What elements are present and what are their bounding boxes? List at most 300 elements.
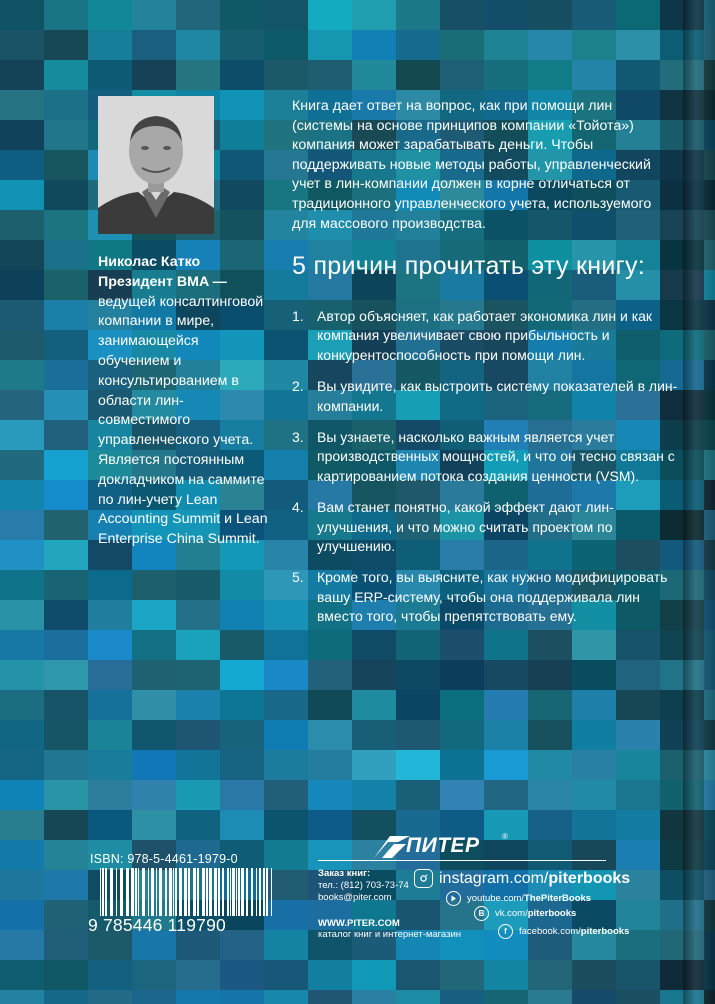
mosaic-tile <box>616 840 660 870</box>
youtube-icon <box>446 891 461 906</box>
mosaic-tile <box>396 30 440 60</box>
mosaic-tile <box>616 690 660 720</box>
facebook-icon: f <box>498 924 513 939</box>
mosaic-tile <box>264 960 308 990</box>
mosaic-tile <box>484 60 528 90</box>
mosaic-tile <box>440 960 484 990</box>
mosaic-tile <box>176 30 220 60</box>
order-phone: тел.: (812) 703-73-74 <box>318 880 409 891</box>
mosaic-tile <box>352 720 396 750</box>
mosaic-tile <box>440 690 484 720</box>
mosaic-tile <box>396 990 440 1004</box>
mosaic-tile <box>44 180 88 210</box>
mosaic-tile <box>176 720 220 750</box>
instagram-link <box>414 869 630 888</box>
mosaic-tile <box>264 0 308 30</box>
mosaic-tile <box>176 810 220 840</box>
mosaic-tile <box>0 240 44 270</box>
mosaic-tile <box>132 720 176 750</box>
mosaic-tile <box>616 810 660 840</box>
mosaic-tile <box>0 750 44 780</box>
barcode-bar <box>120 868 123 916</box>
mosaic-tile <box>220 690 264 720</box>
mosaic-tile <box>88 960 132 990</box>
mosaic-tile <box>220 180 264 210</box>
mosaic-tile <box>308 690 352 720</box>
mosaic-tile <box>264 990 308 1004</box>
mosaic-tile <box>352 690 396 720</box>
barcode-bar <box>159 868 162 916</box>
mosaic-tile <box>44 120 88 150</box>
barcode <box>88 868 276 920</box>
mosaic-tile <box>572 960 616 990</box>
barcode-bar <box>206 868 208 916</box>
mosaic-tile <box>0 210 44 240</box>
mosaic-tile <box>572 0 616 30</box>
mosaic-tile <box>352 30 396 60</box>
mosaic-tile <box>220 0 264 30</box>
vk-handle: piterbooks <box>527 908 577 919</box>
reasons-list <box>292 307 682 639</box>
mosaic-tile <box>440 750 484 780</box>
mosaic-tile <box>440 780 484 810</box>
barcode-bar <box>263 868 265 916</box>
mosaic-tile <box>44 810 88 840</box>
mosaic-tile <box>44 570 88 600</box>
mosaic-tile <box>132 0 176 30</box>
mosaic-tile <box>572 780 616 810</box>
mosaic-tile <box>572 810 616 840</box>
mosaic-tile <box>264 30 308 60</box>
mosaic-tile <box>396 720 440 750</box>
mosaic-tile <box>44 360 88 390</box>
isbn-label: ISBN: 978-5-4461-1979-0 <box>90 852 238 866</box>
vk-prefix: vk.com/ <box>495 908 528 919</box>
mosaic-tile <box>0 780 44 810</box>
barcode-bar <box>227 868 229 916</box>
mosaic-tile <box>572 660 616 690</box>
mosaic-tile <box>220 810 264 840</box>
mosaic-tile <box>176 570 220 600</box>
barcode-bar <box>102 868 104 916</box>
mosaic-tile <box>484 0 528 30</box>
barcode-bar <box>184 868 187 916</box>
mosaic-tile <box>132 30 176 60</box>
mosaic-tile <box>44 660 88 690</box>
mosaic-tile <box>220 660 264 690</box>
mosaic-tile <box>220 90 264 120</box>
logo-text: ПИТЕР <box>406 834 480 857</box>
barcode-bar <box>209 868 212 916</box>
mosaic-tile <box>132 960 176 990</box>
barcode-bar <box>131 868 134 916</box>
reason-item <box>292 377 682 416</box>
mosaic-tile <box>44 540 88 570</box>
mosaic-tile <box>484 990 528 1004</box>
barcode-bar <box>169 868 172 916</box>
mosaic-tile <box>44 780 88 810</box>
mosaic-tile <box>264 840 308 870</box>
mosaic-tile <box>396 690 440 720</box>
mosaic-tile <box>0 900 44 930</box>
mosaic-tile <box>176 60 220 90</box>
mosaic-tile <box>484 720 528 750</box>
barcode-bar <box>135 868 137 916</box>
mosaic-tile <box>440 60 484 90</box>
mosaic-tile <box>220 570 264 600</box>
mosaic-tile <box>616 780 660 810</box>
mosaic-tile <box>220 720 264 750</box>
barcode-bar <box>142 868 145 916</box>
mosaic-tile <box>572 60 616 90</box>
barcode-bar <box>214 868 217 916</box>
mosaic-tile <box>0 180 44 210</box>
barcode-bar <box>232 868 235 916</box>
author-name: Николас Катко <box>98 254 201 270</box>
mosaic-tile <box>308 660 352 690</box>
barcode-bar <box>188 868 190 916</box>
mosaic-tile <box>528 990 572 1004</box>
mosaic-tile <box>176 0 220 30</box>
reasons-heading: 5 причин прочитать эту книгу: <box>292 252 646 280</box>
mosaic-tile <box>308 0 352 30</box>
barcode-bar <box>197 868 199 916</box>
mosaic-tile <box>484 30 528 60</box>
mosaic-tile <box>0 270 44 300</box>
mosaic-tile <box>352 960 396 990</box>
barcode-block <box>88 868 276 935</box>
mosaic-tile <box>308 60 352 90</box>
mosaic-tile <box>352 0 396 30</box>
order-title: Заказ книг: <box>318 868 371 879</box>
mosaic-tile <box>616 30 660 60</box>
barcode-digits: 9 785446 119790 <box>88 915 226 935</box>
reason-text: Кроме того, вы выясните, как нужно модифицировать вашу ERP-систему, чтобы она поддерживала лин вместо того, чтобы препятствовать ему. <box>317 569 668 625</box>
mosaic-tile <box>352 990 396 1004</box>
mosaic-tile <box>132 600 176 630</box>
barcode-bar <box>241 868 244 916</box>
logo-registered-mark: ® <box>502 832 508 841</box>
mosaic-tile <box>44 30 88 60</box>
mosaic-tile <box>88 720 132 750</box>
mosaic-tile <box>396 750 440 780</box>
mosaic-tile <box>176 690 220 720</box>
barcode-bar <box>100 868 101 916</box>
mosaic-tile <box>396 780 440 810</box>
mosaic-tile <box>308 750 352 780</box>
mosaic-tile <box>0 630 44 660</box>
mosaic-tile <box>0 450 44 480</box>
mosaic-tile <box>44 510 88 540</box>
mosaic-tile <box>528 30 572 60</box>
mosaic-tile <box>0 300 44 330</box>
mosaic-tile <box>264 60 308 90</box>
mosaic-tile <box>88 60 132 90</box>
mosaic-tile <box>44 150 88 180</box>
barcode-bar <box>116 868 117 916</box>
mosaic-tile <box>44 210 88 240</box>
mosaic-tile <box>220 960 264 990</box>
mosaic-tile <box>132 60 176 90</box>
vk-icon: B <box>474 906 489 921</box>
mosaic-tile <box>220 150 264 180</box>
mosaic-tile <box>528 720 572 750</box>
mosaic-tile <box>132 630 176 660</box>
mosaic-tile <box>44 90 88 120</box>
mosaic-tile <box>220 210 264 240</box>
mosaic-tile <box>220 120 264 150</box>
youtube-handle: ThePiterBooks <box>524 893 592 904</box>
barcode-bar <box>173 868 174 916</box>
mosaic-tile <box>616 660 660 690</box>
barcode-bar <box>238 868 240 916</box>
mosaic-tile <box>88 600 132 630</box>
barcode-bar <box>259 868 261 916</box>
reason-number: 3. <box>292 429 304 446</box>
mosaic-tile <box>528 0 572 30</box>
mosaic-tile <box>0 90 44 120</box>
mosaic-tile <box>220 30 264 60</box>
mosaic-tile <box>308 30 352 60</box>
mosaic-tile <box>572 30 616 60</box>
mosaic-tile <box>0 990 44 1004</box>
mosaic-tile <box>132 810 176 840</box>
author-role: Президент BMA — <box>98 273 227 290</box>
mosaic-tile <box>44 390 88 420</box>
mosaic-tile <box>44 930 88 960</box>
barcode-bar <box>202 868 205 916</box>
mosaic-tile <box>44 300 88 330</box>
mosaic-tile <box>132 660 176 690</box>
reason-number: 2. <box>292 378 304 395</box>
mosaic-tile <box>0 390 44 420</box>
barcode-bar <box>251 868 253 916</box>
facebook-link <box>498 924 629 939</box>
mosaic-tile <box>44 870 88 900</box>
barcode-bar <box>230 868 231 916</box>
mosaic-tile <box>396 660 440 690</box>
mosaic-tile <box>0 30 44 60</box>
publisher-logo <box>372 832 522 862</box>
mosaic-tile <box>88 810 132 840</box>
logo-divider <box>318 860 606 861</box>
barcode-bar <box>175 868 177 916</box>
mosaic-tile <box>132 990 176 1004</box>
order-email: books@piter.com <box>318 892 392 903</box>
mosaic-tile <box>0 720 44 750</box>
barcode-bar <box>138 868 139 916</box>
mosaic-tile <box>44 450 88 480</box>
barcode-bar <box>236 868 237 916</box>
reason-text: Вы увидите, как выстроить систему показателей в лин-компании. <box>317 378 678 414</box>
mosaic-tile <box>88 690 132 720</box>
mosaic-tile <box>132 690 176 720</box>
instagram-icon <box>414 869 433 888</box>
mosaic-tile <box>396 60 440 90</box>
mosaic-tile <box>352 660 396 690</box>
mosaic-tile <box>572 720 616 750</box>
mosaic-tile <box>220 990 264 1004</box>
reason-text: Вам станет понятно, какой эффект дают лин-улучшения, и что можно считать проектом по улучшению. <box>317 499 614 555</box>
mosaic-tile <box>0 150 44 180</box>
mosaic-tile <box>132 780 176 810</box>
author-photo <box>98 96 214 234</box>
mosaic-tile <box>0 600 44 630</box>
mosaic-tile <box>44 630 88 660</box>
barcode-bar <box>126 868 129 916</box>
mosaic-tile <box>528 780 572 810</box>
mosaic-tile <box>0 690 44 720</box>
mosaic-tile <box>0 540 44 570</box>
book-intro: Книга дает ответ на вопрос, как при помощи лин (системы на основе принципов компании «Тойота») компания может зарабатывать деньги. Чтобы поддерживать новые методы работы, управленческий учет в лин-компании должен в корне отличаться от традиционного управленческого учета, используемого для массового производства. <box>292 98 652 232</box>
mosaic-tile <box>44 720 88 750</box>
mosaic-tile <box>44 750 88 780</box>
mosaic-tile <box>396 0 440 30</box>
catalog-text: каталог книг и интернет-магазин <box>318 929 462 940</box>
mosaic-tile <box>176 660 220 690</box>
mosaic-tile <box>44 900 88 930</box>
instagram-prefix: instagram.com/ <box>439 869 549 887</box>
mosaic-tile <box>220 60 264 90</box>
order-info <box>318 868 409 904</box>
mosaic-tile <box>220 630 264 660</box>
barcode-bar <box>222 868 224 916</box>
mosaic-tile <box>308 810 352 840</box>
facebook-prefix: facebook.com/ <box>519 926 581 937</box>
mosaic-tile <box>88 30 132 60</box>
barcode-bar <box>218 868 220 916</box>
mosaic-tile <box>264 750 308 780</box>
mosaic-tile <box>0 60 44 90</box>
mosaic-tile <box>528 750 572 780</box>
mosaic-tile <box>88 570 132 600</box>
mosaic-tile <box>528 810 572 840</box>
barcode-bar <box>266 868 268 916</box>
barcode-bar <box>156 868 157 916</box>
mosaic-tile <box>528 960 572 990</box>
mosaic-tile <box>220 750 264 780</box>
publisher-site <box>318 918 461 940</box>
barcode-bar <box>246 868 248 916</box>
mosaic-tile <box>44 420 88 450</box>
mosaic-tile <box>528 840 572 870</box>
mosaic-tile <box>264 720 308 750</box>
reason-item <box>292 568 682 626</box>
mosaic-tile <box>484 780 528 810</box>
mosaic-tile <box>352 780 396 810</box>
mosaic-tile <box>0 960 44 990</box>
reason-item <box>292 498 682 556</box>
mosaic-tile <box>88 750 132 780</box>
barcode-bar <box>148 868 149 916</box>
mosaic-tile <box>88 990 132 1004</box>
mosaic-tile <box>176 630 220 660</box>
mosaic-tile <box>308 720 352 750</box>
mosaic-tile <box>440 660 484 690</box>
mosaic-tile <box>132 750 176 780</box>
mosaic-tile <box>0 510 44 540</box>
reason-number: 5. <box>292 569 304 586</box>
reason-number: 4. <box>292 499 304 516</box>
barcode-bar <box>165 868 167 916</box>
mosaic-tile <box>440 30 484 60</box>
vk-link <box>474 906 576 921</box>
mosaic-tile <box>308 990 352 1004</box>
mosaic-tile <box>0 810 44 840</box>
mosaic-tile <box>264 780 308 810</box>
mosaic-tile <box>616 750 660 780</box>
mosaic-tile <box>132 570 176 600</box>
mosaic-tile <box>176 600 220 630</box>
mosaic-tile <box>572 690 616 720</box>
mosaic-tile <box>44 330 88 360</box>
mosaic-tile <box>44 60 88 90</box>
mosaic-tile <box>616 720 660 750</box>
mosaic-tile <box>264 810 308 840</box>
mosaic-tile <box>0 660 44 690</box>
mosaic-tile <box>0 330 44 360</box>
mosaic-tile <box>440 990 484 1004</box>
mosaic-tile <box>44 240 88 270</box>
mosaic-tile <box>308 840 352 870</box>
mosaic-tile <box>176 990 220 1004</box>
barcode-bar <box>193 868 196 916</box>
mosaic-tile <box>572 840 616 870</box>
website-link: WWW.PITER.COM <box>318 918 400 929</box>
mosaic-tile <box>0 930 44 960</box>
reason-number: 1. <box>292 308 304 324</box>
mosaic-tile <box>484 690 528 720</box>
mosaic-tile <box>0 480 44 510</box>
mosaic-tile <box>308 960 352 990</box>
reason-text: Автор объясняет, как работает экономика лин и как компания увеличивает свою прибыльность и конкурентоспособность при помощи лин. <box>317 308 653 363</box>
mosaic-tile <box>352 750 396 780</box>
mosaic-tile <box>440 0 484 30</box>
mosaic-tile <box>220 780 264 810</box>
mosaic-tile <box>264 690 308 720</box>
barcode-bar <box>110 868 113 916</box>
mosaic-tile <box>616 990 660 1004</box>
barcode-bar <box>256 868 257 916</box>
mosaic-tile <box>616 60 660 90</box>
mosaic-tile <box>528 60 572 90</box>
mosaic-tile <box>220 600 264 630</box>
mosaic-tile <box>0 840 44 870</box>
mosaic-tile <box>44 690 88 720</box>
youtube-link <box>446 891 591 906</box>
mosaic-tile <box>44 990 88 1004</box>
mosaic-tile <box>484 750 528 780</box>
mosaic-tile <box>88 660 132 690</box>
mosaic-tile <box>572 750 616 780</box>
mosaic-tile <box>528 690 572 720</box>
mosaic-tile <box>44 480 88 510</box>
mosaic-tile <box>0 360 44 390</box>
mosaic-tile <box>44 840 88 870</box>
reason-text: Вы узнаете, насколько важным является учет производственных мощностей, и что он тесно связан с картированием потока создания ценности (VSM). <box>317 429 675 484</box>
reason-item <box>292 307 682 365</box>
mosaic-tile <box>0 120 44 150</box>
mosaic-tile <box>616 0 660 30</box>
facebook-handle: piterbooks <box>580 926 630 937</box>
mosaic-tile <box>0 420 44 450</box>
mosaic-tile <box>88 0 132 30</box>
mosaic-tile <box>396 960 440 990</box>
mosaic-tile <box>308 780 352 810</box>
mosaic-tile <box>176 750 220 780</box>
mosaic-tile <box>44 0 88 30</box>
mosaic-tile <box>176 780 220 810</box>
